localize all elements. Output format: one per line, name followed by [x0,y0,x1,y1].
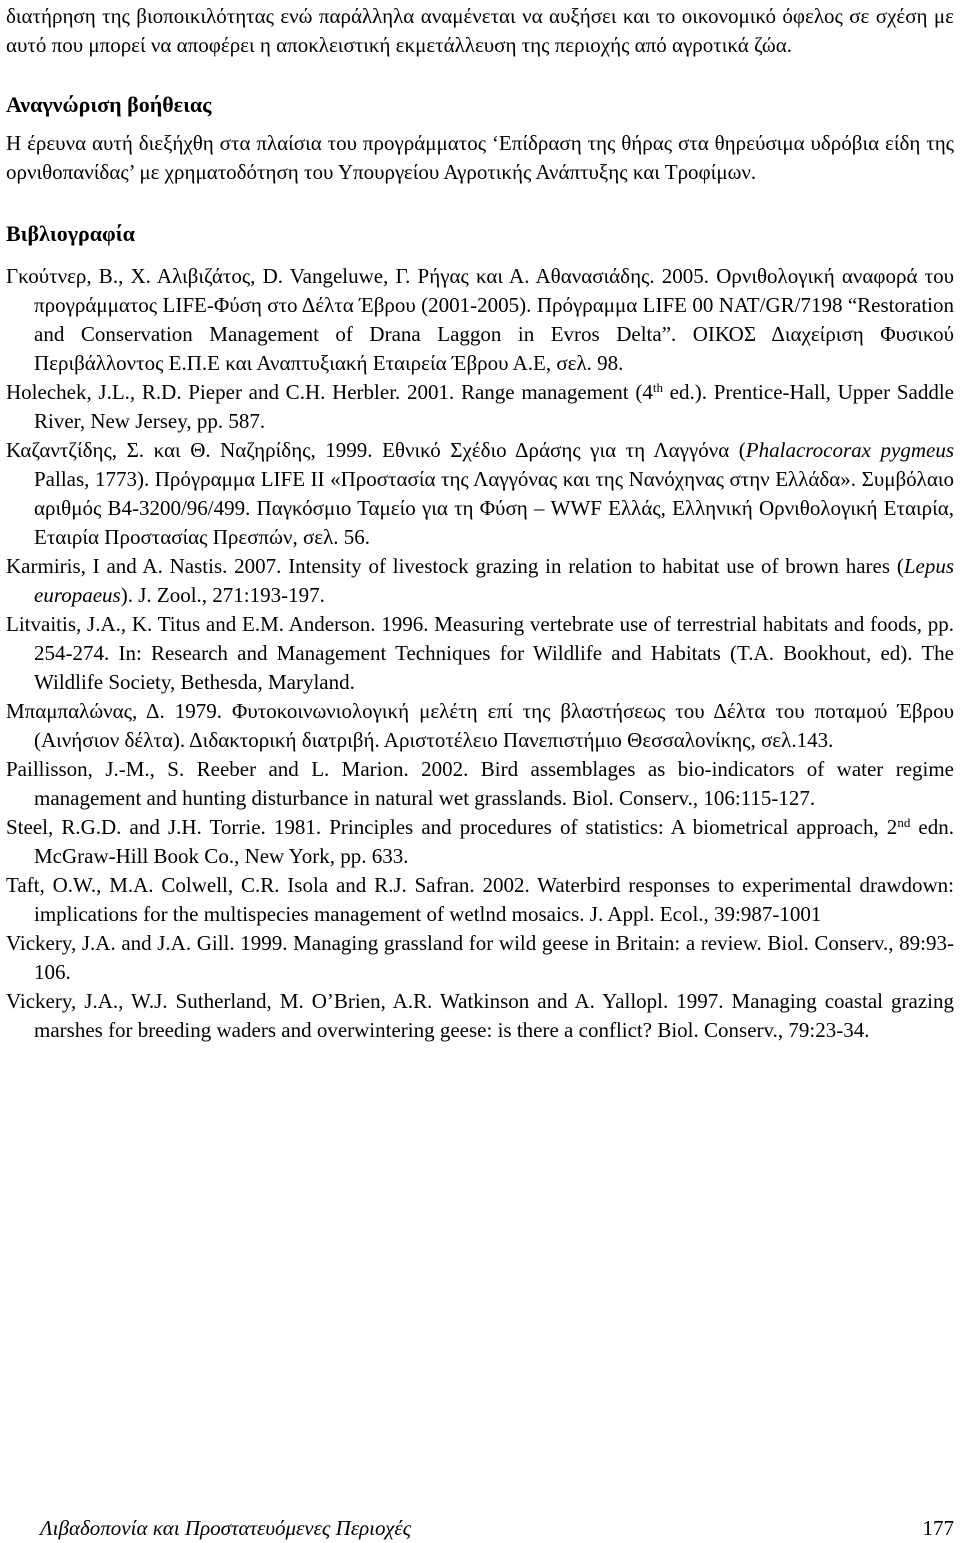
page-footer [40,1514,954,1543]
reference-item [6,871,954,929]
intro-paragraph: διατήρηση της βιοποικιλότητας ενώ παράλληλα αναμένεται να αυξήσει και το οικονομικό όφελος σε σχέση με αυτό που μπορεί να αποφέρει η αποκλειστική εκμετάλλευση της περιοχής από αγροτικά ζώα. [6,4,954,57]
reference-item [6,262,954,378]
reference-text: Paillisson, J.-M., S. Reeber and L. Marion. 2002. Bird assemblages as bio-indicators of water regime management and hunting disturbance in natural wet grasslands. Biol. Conserv., 106:115-127. [6,757,954,810]
reference-text: Vickery, J.A. and J.A. Gill. 1999. Managing grassland for wild geese in Britain: a review. Biol. Conserv., 89:93-106. [6,931,954,984]
acknowledgement-paragraph: Η έρευνα αυτή διεξήχθη στα πλαίσια του προγράμματος ‘Επίδραση της θήρας στα θηρεύσιμα υδρόβια είδη της ορνιθοπανίδας’ με χρηματοδότηση του Υπουργείου Αγροτικής Ανάπτυξης και Τροφίμων. [6,131,954,184]
reference-list [6,262,954,1045]
reference-text: edn. McGraw-Hill Book Co., New York, pp. 633. [34,815,954,868]
reference-text: Litvaitis, J.A., K. Titus and E.M. Anderson. 1996. Measuring vertebrate use of terrestrial habitats and foods, pp. 254-274. In: Research and Management Techniques for Wildlife and Habitats (T.A. Bookhout, ed). The Wildlife Society, Bethesda, Maryland. [6,612,954,694]
reference-text: Steel, R.G.D. and J.H. Torrie. 1981. Principles and procedures of statistics: A biometrical approach, 2 [6,815,898,839]
reference-item [6,813,954,871]
reference-item [6,552,954,610]
reference-text: Γκούτνερ, Β., Χ. Αλιβιζάτος, D. Vangeluwe, Γ. Ρήγας και Α. Αθανασιάδης. 2005. Ορνιθολογική αναφορά του προγράμματος LIFE-Φύση στο Δέλτα Έβρου (2001-2005). Πρόγραμμα LIFE 00 NAT/GR/7198 “Restoration and Conservation Management of Drana Laggon in Evros Delta”. ΟΙΚΟΣ Διαχείριση Φυσικού Περιβάλλοντος Ε.Π.Ε και Αναπτυξιακή Εταιρεία Έβρου Α.Ε, σελ. 98. [6,264,954,375]
reference-item [6,378,954,436]
page-number: 177 [922,1516,954,1540]
reference-text: Karmiris, I and A. Nastis. 2007. Intensity of livestock grazing in relation to habitat use of brown hares ( [6,554,904,578]
reference-text: Pallas, 1773). Πρόγραμμα LIFE II «Προστασία της Λαγγόνας και της Νανόχηνας στην Ελλάδα». Συμβόλαιο αριθμός B4-3200/96/499. Παγκόσμιο Ταμείο για τη Φύση – WWF Ελλάς, Ελληνική Ορνιθολογική Εταιρία, Εταιρία Προστασίας Πρεσπών, σελ. 56. [34,467,954,549]
reference-text: Μπαμπαλώνας, Δ. 1979. Φυτοκοινωνιολογική μελέτη επί της βλαστήσεως του Δέλτα του ποταμού Έβρου (Αινήσιον δέλτα). Διδακτορική διατριβή. Αριστοτέλειο Πανεπιστήμιο Θεσσαλονίκης, σελ.143. [6,699,954,752]
reference-item [6,610,954,697]
reference-item [6,697,954,755]
reference-text: Καζαντζίδης, Σ. και Θ. Ναζηρίδης, 1999. Εθνικό Σχέδιο Δράσης για τη Λαγγόνα ( [6,438,746,462]
species-name: Phalacrocorax pygmeus [745,438,954,462]
ordinal-superscript: nd [897,815,911,830]
footer-title: Λιβαδοπονία και Προστατευόμενες Περιοχές [40,1516,412,1540]
document-page [6,0,954,1045]
acknowledgement-heading: Αναγνώριση βοήθειας [6,92,212,117]
reference-item [6,436,954,552]
species-name: Lepus europaeus [34,554,954,607]
reference-item [6,755,954,813]
reference-item [6,987,954,1045]
reference-text: Holechek, J.L., R.D. Pieper and C.H. Herbler. 2001. Range management (4 [6,380,653,404]
bibliography-heading: Βιβλιογραφία [6,221,135,246]
reference-text: Taft, O.W., M.A. Colwell, C.R. Isola and R.J. Safran. 2002. Waterbird responses to experimental drawdown: implications for the multispecies management of wetlnd mosaics. J. Appl. Ecol., 39:987-1001 [6,873,954,926]
reference-text: ed.). Prentice-Hall, Upper Saddle River, New Jersey, pp. 587. [34,380,954,433]
reference-text: Vickery, J.A., W.J. Sutherland, M. O’Brien, A.R. Watkinson and A. Yallopl. 1997. Managing coastal grazing marshes for breeding waders and overwintering geese: is there a conflict? Biol. Conserv., 79:23-34. [6,989,954,1042]
ordinal-superscript: th [652,380,663,395]
reference-item [6,929,954,987]
reference-text: ). J. Zool., 271:193-197. [120,583,325,607]
